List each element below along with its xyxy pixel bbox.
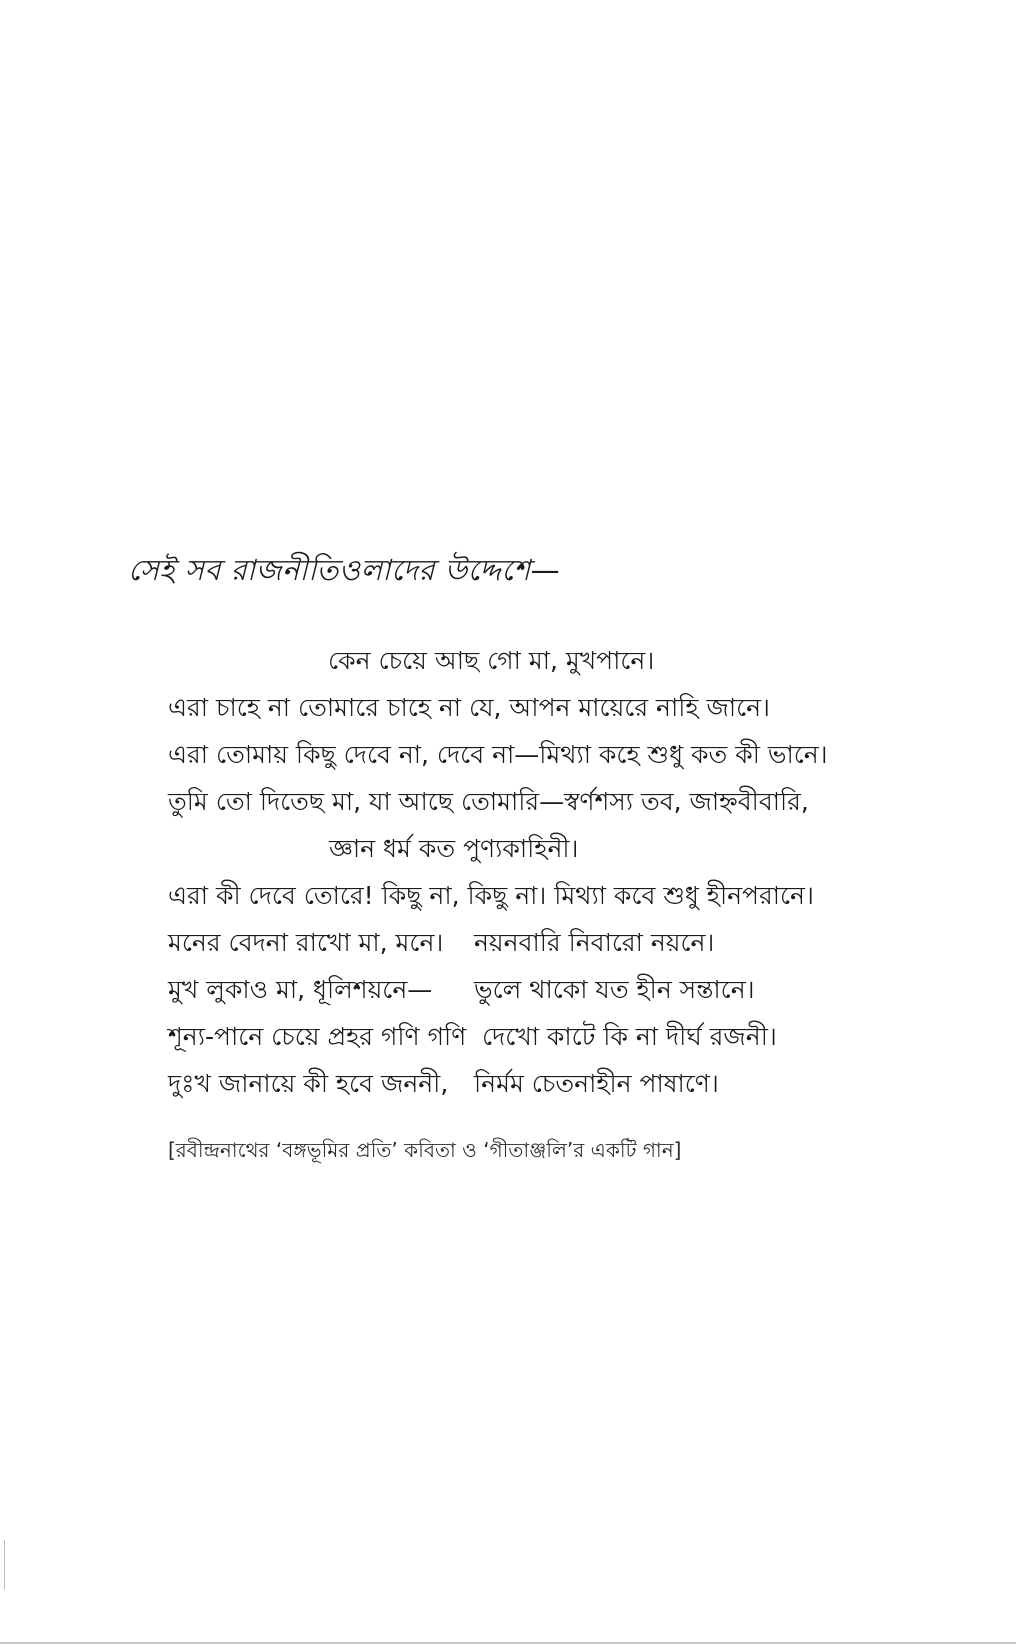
poem-line-text: এরা চাহে না তোমারে চাহে না যে, আপন মায়েরে নাহি জানে। [168,693,770,722]
poem-line-first-half: শূন্য-পানে চেয়ে প্রহর গণি গণি [168,1022,467,1051]
poem-line-second-half: দেখো কাটে কি না দীর্ঘ রজনী। [482,1022,777,1051]
poem-body [168,637,988,1107]
poem-line [168,731,988,778]
poem-line [168,1013,988,1060]
poem-line-text: এরা কী দেবে তোরে! কিছু না, কিছু না। মিথ্যা কবে শুধু হীনপরানে। [168,881,814,910]
poem-line-text: কেন চেয়ে আছ গো মা, মুখপানে। [328,646,655,675]
poem-line-second-half: নির্মম চেতনাহীন পাষাণে। [474,1069,719,1098]
poem-line-text: জ্ঞান ধর্ম কত পুণ্যকাহিনী। [329,834,579,863]
poem-line [168,919,988,966]
page-edge-mark [4,1540,5,1590]
poem-line [168,872,988,919]
source-footnote: [রবীন্দ্রনাথের ‘বঙ্গভূমির প্রতি’ কবিতা ও ‘গীতাঞ্জলি’র একটি গান] [168,1138,682,1162]
dedication-heading: সেই সব রাজনীতিওলাদের উদ্দেশে— [128,553,561,587]
poem-line [168,637,988,684]
poem-line-first-half: মুখ লুকাও মা, ধূলিশয়নে— [168,975,433,1004]
poem-line-text: তুমি তো দিতেছ মা, যা আছে তোমারি—স্বর্ণশস্য তব, জাহ্নবীবারি, [168,787,809,816]
poem-line [168,778,988,825]
poem-line-text: এরা তোমায় কিছু দেবে না, দেবে না—মিথ্যা কহে শুধু কত কী ভানে। [168,740,828,769]
poem-line-first-half: মনের বেদনা রাখো মা, মনে। [168,928,444,957]
poem-line [168,684,988,731]
poem-line [168,966,988,1013]
poem-line-second-half: নয়নবারি নিবারো নয়নে। [474,928,715,957]
poem-line-first-half: দুঃখ জানায়ে কী হবে জননী, [168,1069,449,1098]
page-bottom-edge [0,1642,1016,1644]
poem-line [168,1060,988,1107]
poem-line [168,825,988,872]
poem-line-second-half: ভুলে থাকো যত হীন সন্তানে। [474,975,755,1004]
